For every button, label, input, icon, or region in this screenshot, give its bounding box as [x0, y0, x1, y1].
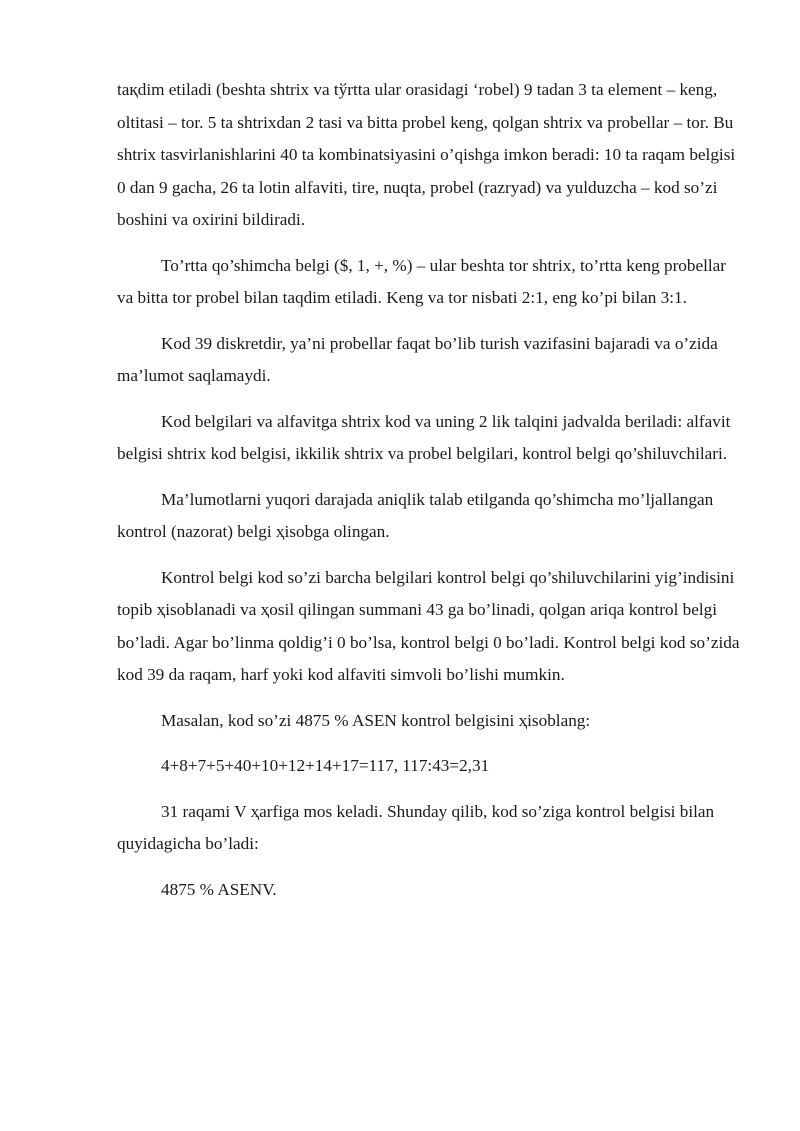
paragraph-2: To’rtta qo’shimcha belgi ($, 1, +, %) – ular beshta tor shtrix, to’rtta keng probellar va bitta tor probel bilan taqdim etiladi. Keng va tor nisbati 2:1, eng ko’pi bilan 3:1. [117, 255, 727, 307]
paragraph-7: Masalan, kod so’zi 4875 % ASEN kontrol belgisini ҳisoblang: [161, 710, 591, 730]
paragraph-4: Kod belgilari va alfavitga shtrix kod va uning 2 lik talqini jadvalda beriladi: alfavit belgisi shtrix kod belgisi, ikkilik shtrix va probel belgilari, kontrol belgi qo’shiluvchilari. [117, 411, 731, 463]
document-body [117, 74, 743, 919]
paragraph-9: 31 raqami V ҳarfiga mos keladi. Shunday qilib, kod so’ziga kontrol belgisi bilan quyidagicha bo’ladi: [117, 801, 715, 853]
paragraph-3: Kod 39 diskretdir, ya’ni probellar faqat bo’lib turish vazifasini bajaradi va o’zida ma’lumot saqlamaydi. [117, 333, 718, 385]
paragraph-5: Ma’lumotlarni yuqori darajada aniqlik talab etilganda qo’shimcha mo’ljallangan kontrol (nazorat) belgi ҳisobga olingan. [117, 489, 714, 541]
paragraph-6: Kontrol belgi kod so’zi barcha belgilari kontrol belgi qo’shiluvchilarini yig’indisini topib ҳisoblanadi va ҳosil qilingan summani 43 ga bo’linadi, qolgan ariqa kontrol belgi bo’ladi. Agar bo’linma qoldig’i 0 bo’lsa, kontrol belgi 0 bo’ladi. Kontrol belgi kod so’zida kod 39 da raqam, harf yoki kod alfaviti simvoli bo’lishi mumkin. [117, 567, 740, 684]
paragraph-1: taқdim etiladi (beshta shtrix va tўrtta ular orasidagi ‘robel) 9 tadan 3 ta element – keng, oltitasi – tor. 5 ta shtrixdan 2 tasi va bitta probel keng, qolgan shtrix va probellar – tor. Bu shtrix tasvirlanishlarini 40 ta kombinatsiyasini o’qishga imkon beradi: 10 ta raqam belgisi 0 dan 9 gacha, 26 ta lotin alfaviti, tire, nuqta, probel (razryad) va yulduzcha – kod so’zi boshini va oxirini bildiradi. [117, 80, 736, 229]
paragraph-8: 4+8+7+5+40+10+12+14+17=117, 117:43=2,31 [161, 756, 490, 775]
paragraph-10: 4875 % ASENV. [161, 879, 277, 899]
